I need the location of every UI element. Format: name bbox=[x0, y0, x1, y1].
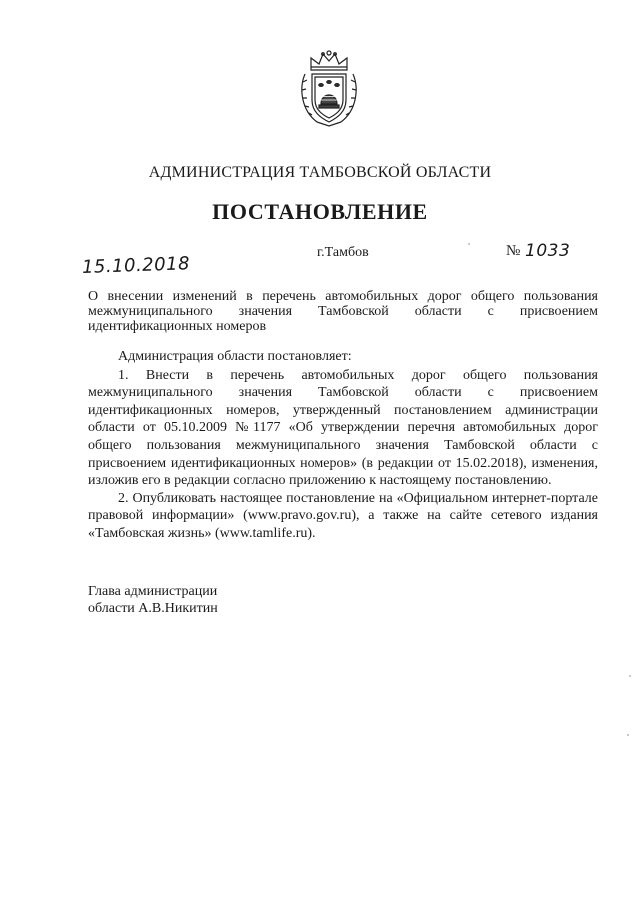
document-type-title: ПОСТАНОВЛЕНИЕ bbox=[212, 199, 428, 224]
body-item-1: 1. Внести в перечень автомобильных дорог общего пользования межмуниципального значения Тамбовской области с присвоением идентификационных номеров, утвержденный постановлением администрации области от 05.10.2009 №1177 «Об утверждении перечня автомобильных дорог общего пользования межмуниципального значения Тамбовской области с присвоением идентификационных номеров» (в редакции от 15.02.2018), изменения, изложив его в редакции согласно приложению к настоящему постановлению. bbox=[88, 367, 598, 489]
scan-speck bbox=[627, 734, 629, 736]
document-subject: О внесении изменений в перечень автомобильных дорог общего пользования межмуниципального значения Тамбовской области с присвоением идентификационных номеров bbox=[88, 289, 598, 334]
scan-speck bbox=[629, 675, 631, 677]
scan-speck bbox=[468, 243, 470, 245]
body-item-2: 2. Опубликовать настоящее постановление на «Официальном интернет-портале правовой информации» (www.pravo.gov.ru), а также на сайте сетевого издания «Тамбовская жизнь» (www.tamlife.ru). bbox=[88, 490, 598, 541]
issuing-authority: АДМИНИСТРАЦИЯ ТАМБОВСКОЙ ОБЛАСТИ bbox=[148, 164, 492, 181]
document-date: 15.10.2018 bbox=[81, 253, 191, 278]
tambov-coat-of-arms-icon bbox=[297, 48, 361, 128]
document-number: 1033 bbox=[525, 241, 571, 261]
signature-block bbox=[88, 583, 218, 617]
body-intro: Администрация области постановляет: bbox=[118, 349, 352, 364]
signature-position: Глава администрации bbox=[88, 584, 218, 599]
signature-name: области А.В.Никитин bbox=[88, 601, 218, 616]
document-city: г.Тамбов bbox=[317, 245, 369, 260]
document-body bbox=[88, 348, 598, 543]
document-number-label: № bbox=[506, 243, 521, 259]
